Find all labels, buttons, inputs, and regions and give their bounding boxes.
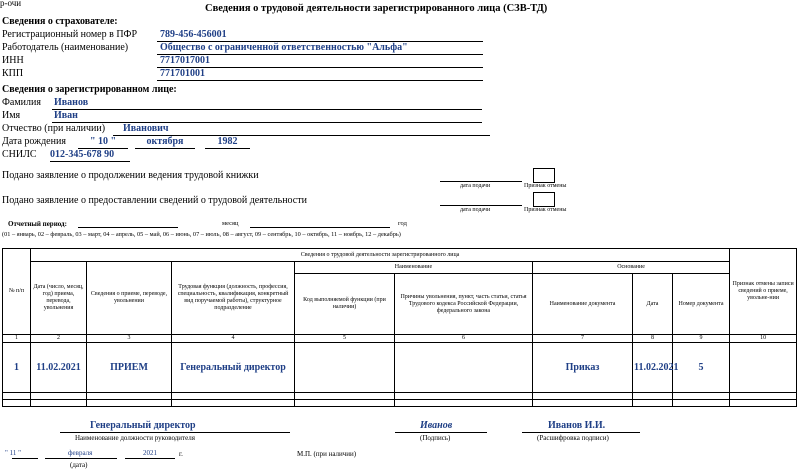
- column-number: 9: [673, 335, 730, 343]
- birth-year-field[interactable]: 1982: [205, 136, 250, 149]
- inn-field[interactable]: 7717017001: [157, 55, 483, 68]
- row-docname-cell[interactable]: Приказ: [533, 343, 633, 393]
- corner-text: р-очи: [0, 0, 22, 8]
- empty-cell[interactable]: [533, 393, 633, 400]
- empty-cell[interactable]: [31, 400, 87, 407]
- sign-date-year-line: [125, 458, 175, 459]
- application-1-date-caption: дата подачи: [460, 183, 491, 189]
- header-main: Сведения о трудовой деятельности зарегистрированного лица: [31, 249, 730, 262]
- sign-date-month-line: [45, 458, 117, 459]
- application-1-cancel-box[interactable]: [533, 168, 555, 183]
- period-month-label: месяц: [222, 220, 239, 227]
- sign-date-caption: (дата): [70, 461, 88, 469]
- snils-label: СНИЛС: [2, 149, 37, 160]
- row-event-cell[interactable]: ПРИЕМ: [87, 343, 172, 393]
- snils-field[interactable]: 012-345-678 90: [50, 149, 130, 162]
- empty-cell[interactable]: [533, 400, 633, 407]
- surname-label: Фамилия: [2, 97, 41, 108]
- application-2-date-caption: дата подачи: [460, 207, 491, 213]
- header-name-group: Наименование: [295, 262, 533, 274]
- column-numbers-row: [3, 335, 797, 343]
- signature-decode-value[interactable]: Иванов И.И.: [548, 420, 606, 431]
- column-number: 10: [730, 335, 797, 343]
- column-number: 2: [31, 335, 87, 343]
- kpp-label: КПП: [2, 68, 24, 79]
- header-code: Код выполняемой функции (при наличии): [295, 274, 395, 335]
- empty-cell[interactable]: [395, 393, 533, 400]
- empty-cell[interactable]: [172, 400, 295, 407]
- months-note: (01 – январь, 02 – февраль, 03 – март, 04 – апрель, 05 – май, 06 – июнь, 07 – июль, 08 – август, 09 – сентябрь, 10 – октябрь, 11 – ноябрь, 12 – декабрь): [2, 231, 401, 238]
- header-event: Сведения о приеме, переводе, увольнении: [87, 262, 172, 335]
- kpp-field[interactable]: 771701001: [157, 68, 483, 81]
- signature-decode-caption: (Расшифровка подписи): [537, 434, 609, 442]
- empty-cell[interactable]: [87, 400, 172, 407]
- signature-decode-line: [522, 432, 640, 433]
- pfr-field[interactable]: 789-456-456001: [157, 29, 483, 42]
- head-position-caption: Наименование должности руководителя: [75, 434, 195, 442]
- empty-cell[interactable]: [395, 400, 533, 407]
- table-row-empty: [3, 393, 797, 400]
- sign-date-day-line: [12, 458, 38, 459]
- surname-field[interactable]: Иванов: [52, 97, 482, 110]
- header-basis-group: Основание: [533, 262, 730, 274]
- header-function: Трудовая функция (должность, профессия, специальность, квалификация, конкретный вид поручаемой работы), структурное подразделение: [172, 262, 295, 335]
- application-2-cancel-box[interactable]: [533, 192, 555, 207]
- period-label: Отчетный период:: [8, 220, 67, 228]
- patronymic-label: Отчество (при наличии): [2, 123, 106, 134]
- row-docdate-cell[interactable]: 11.02.2021: [633, 343, 673, 393]
- header-docname: Наименование документа: [533, 274, 633, 335]
- row-function-cell[interactable]: Генеральный директор: [172, 343, 295, 393]
- signature-line: [395, 432, 487, 433]
- empty-cell[interactable]: [295, 400, 395, 407]
- insurer-heading: Сведения о страхователе:: [2, 16, 118, 27]
- name-field[interactable]: Иван: [52, 110, 482, 123]
- column-number: 6: [395, 335, 533, 343]
- column-number: 8: [633, 335, 673, 343]
- sign-date-year[interactable]: 2021: [143, 449, 157, 457]
- row-docnum-cell[interactable]: 5: [673, 343, 730, 393]
- row-date-cell[interactable]: 11.02.2021: [31, 343, 87, 393]
- column-number: 7: [533, 335, 633, 343]
- empty-cell[interactable]: [172, 393, 295, 400]
- row-cancel-cell[interactable]: [730, 343, 797, 393]
- inn-label: ИНН: [2, 55, 24, 66]
- birth-label: Дата рождения: [2, 136, 66, 147]
- employer-label: Работодатель (наименование): [2, 42, 129, 53]
- application-row-1: Подано заявление о продолжении ведения трудовой книжки: [2, 170, 259, 181]
- head-position-line: [60, 432, 290, 433]
- row-code-cell[interactable]: [295, 343, 395, 393]
- row-num-cell[interactable]: 1: [3, 343, 31, 393]
- header-date: Дата (число, месяц, год) приема, перевода, увольнения: [31, 262, 87, 335]
- empty-cell[interactable]: [3, 393, 31, 400]
- header-docdate: Дата: [633, 274, 673, 335]
- work-activity-table: [2, 248, 797, 407]
- empty-cell[interactable]: [673, 393, 730, 400]
- column-number: 5: [295, 335, 395, 343]
- empty-cell[interactable]: [295, 393, 395, 400]
- period-year-label: год: [398, 220, 407, 227]
- period-month-field[interactable]: [78, 227, 178, 228]
- birth-day-field[interactable]: " 10 ": [78, 136, 128, 149]
- application-1-date-line[interactable]: [440, 181, 522, 182]
- empty-cell[interactable]: [633, 393, 673, 400]
- empty-cell[interactable]: [730, 400, 797, 407]
- sign-date-year-suffix: г.: [179, 450, 183, 458]
- header-cancel: Признак отмены записи сведений о приеме, увольне-нии: [730, 249, 797, 335]
- column-number: 3: [87, 335, 172, 343]
- employer-field[interactable]: Общество с ограниченной ответственностью "Альфа": [157, 42, 483, 55]
- header-reason: Причины увольнения, пункт, часть статьи, статья Трудового кодекса Российской Федерации, федерального закона: [395, 274, 533, 335]
- patronymic-field[interactable]: Иванович: [113, 123, 490, 136]
- empty-cell[interactable]: [3, 400, 31, 407]
- empty-cell[interactable]: [730, 393, 797, 400]
- header-docnum: Номер документа: [673, 274, 730, 335]
- application-row-2: Подано заявление о предоставлении сведений о трудовой деятельности: [2, 195, 307, 206]
- person-heading: Сведения о зарегистрированном лице:: [2, 84, 177, 95]
- page-title: Сведения о трудовой деятельности зарегистрированного лица (СЗВ-ТД): [205, 3, 548, 14]
- pfr-label: Регистрационный номер в ПФР: [2, 29, 137, 40]
- column-number: 1: [3, 335, 31, 343]
- sign-date-day[interactable]: " 11 ": [5, 449, 21, 457]
- application-2-date-line[interactable]: [440, 205, 522, 206]
- empty-cell[interactable]: [673, 400, 730, 407]
- table-row-empty: [3, 400, 797, 407]
- header-num: № п/п: [3, 249, 31, 335]
- signature-value[interactable]: Иванов: [420, 420, 453, 431]
- stamp-label: М.П. (при наличии): [297, 450, 357, 458]
- signature-caption: (Подпись): [420, 434, 451, 442]
- empty-cell[interactable]: [633, 400, 673, 407]
- name-label: Имя: [2, 110, 21, 121]
- empty-cell[interactable]: [31, 393, 87, 400]
- application-2-cancel-caption: Признак отмены: [524, 207, 567, 213]
- birth-month-field[interactable]: октября: [135, 136, 195, 149]
- period-year-field[interactable]: [250, 227, 390, 228]
- empty-cell[interactable]: [87, 393, 172, 400]
- head-position-value[interactable]: Генеральный директор: [90, 420, 196, 431]
- table-row: [3, 343, 797, 393]
- column-number: 4: [172, 335, 295, 343]
- sign-date-month[interactable]: февраля: [68, 449, 93, 457]
- row-reason-cell[interactable]: [395, 343, 533, 393]
- application-1-cancel-caption: Признак отмены: [524, 183, 567, 189]
